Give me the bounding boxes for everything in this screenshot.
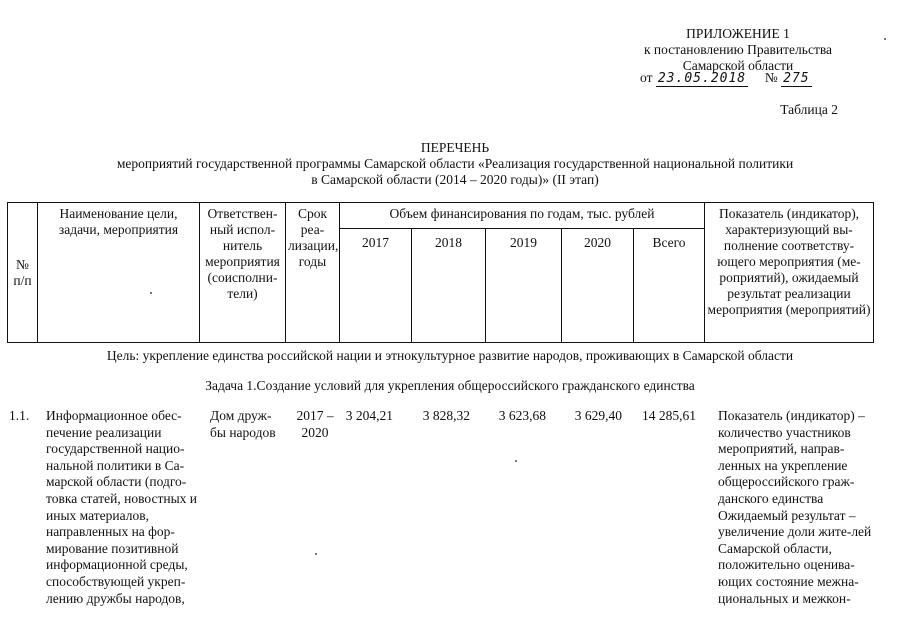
header-responsible: Ответствен-ный испол-нитель мероприятия (соисполни-тели) [200, 203, 286, 343]
header-year-2017: 2017 [340, 229, 412, 343]
header-year-2020: 2020 [562, 229, 634, 343]
number-value: 275 [783, 71, 810, 86]
title-block [60, 140, 850, 188]
row-indicator: Показатель (индикатор) – количество участников мероприятий, направ-ленных на укрепление общероссийского граж-данского единства Ожидаемый результат – увеличение доли жите-лей Самарской области, положительно оценива-ющих состояние межна-циональных и межкон- [718, 408, 872, 606]
row-value-total: 14 285,61 [642, 408, 696, 423]
task-text: Задача 1.Создание условий для укрепления общероссийского гражданского единства [205, 378, 695, 393]
header-name: Наименование цели, задачи, мероприятия [38, 203, 200, 343]
header-num: № п/п [8, 203, 38, 343]
appendix-title: ПРИЛОЖЕНИЕ 1 [686, 26, 790, 41]
scan-speck [884, 38, 886, 40]
header-year-2018: 2018 [412, 229, 486, 343]
title-line-1: мероприятий государственной программы Самарской области «Реализация государственной национальной политики [116, 156, 794, 171]
row-value-2019: 3 623,68 [498, 408, 546, 423]
title-heading: ПЕРЕЧЕНЬ [420, 140, 490, 155]
number-prefix: № [764, 70, 778, 85]
header-year-2019: 2019 [486, 229, 562, 343]
header-indicator: Показатель (индикатор), характеризующий вы-полнение соответству-ющего мероприятия (ме-роприятий), ожидаемый результат реализации мероприятия (мероприятий) [705, 203, 874, 343]
header-funding: Объем финансирования по годам, тыс. рублей [340, 203, 705, 229]
row-value-2020: 3 629,40 [574, 408, 622, 423]
date-prefix: от [640, 70, 653, 85]
goal-text: Цель: укрепление единства российской нации и этнокультурное развитие народов, проживающих в Самарской области [106, 348, 794, 363]
header-total: Всего [634, 229, 705, 343]
appendix-block [618, 26, 858, 74]
row-responsible: Дом друж-бы народов [210, 408, 276, 440]
row-value-2018: 3 828,32 [422, 408, 470, 423]
date-value: 23.05.2018 [657, 71, 747, 86]
table-label: Таблица 2 [780, 102, 838, 117]
header-term: Срок реа-лизации, годы [286, 203, 340, 343]
title-line-2: в Самарской области (2014 – 2020 годы)» (II этап) [311, 172, 599, 187]
scan-speck [515, 460, 517, 462]
appendix-line-3: Самарской области [682, 58, 794, 73]
row-term: 2017 – 2020 [296, 408, 334, 440]
appendix-line-2: к постановлению Правительства [643, 42, 833, 57]
scan-speck [150, 292, 152, 294]
row-name: Информационное обес-печение реализации государственной нацио-нальной политики в Са-марской области (подго-товка статей, новостных и иных материалов, направленных на фор-мирование позитивной информационной среды, способствующей укреп-лению дружбы народов, [46, 408, 198, 606]
measures-table-header [7, 202, 874, 343]
date-number-line [640, 70, 840, 87]
scan-speck [315, 553, 317, 555]
row-value-2017: 3 204,21 [345, 408, 393, 423]
row-num: 1.1. [9, 408, 30, 423]
